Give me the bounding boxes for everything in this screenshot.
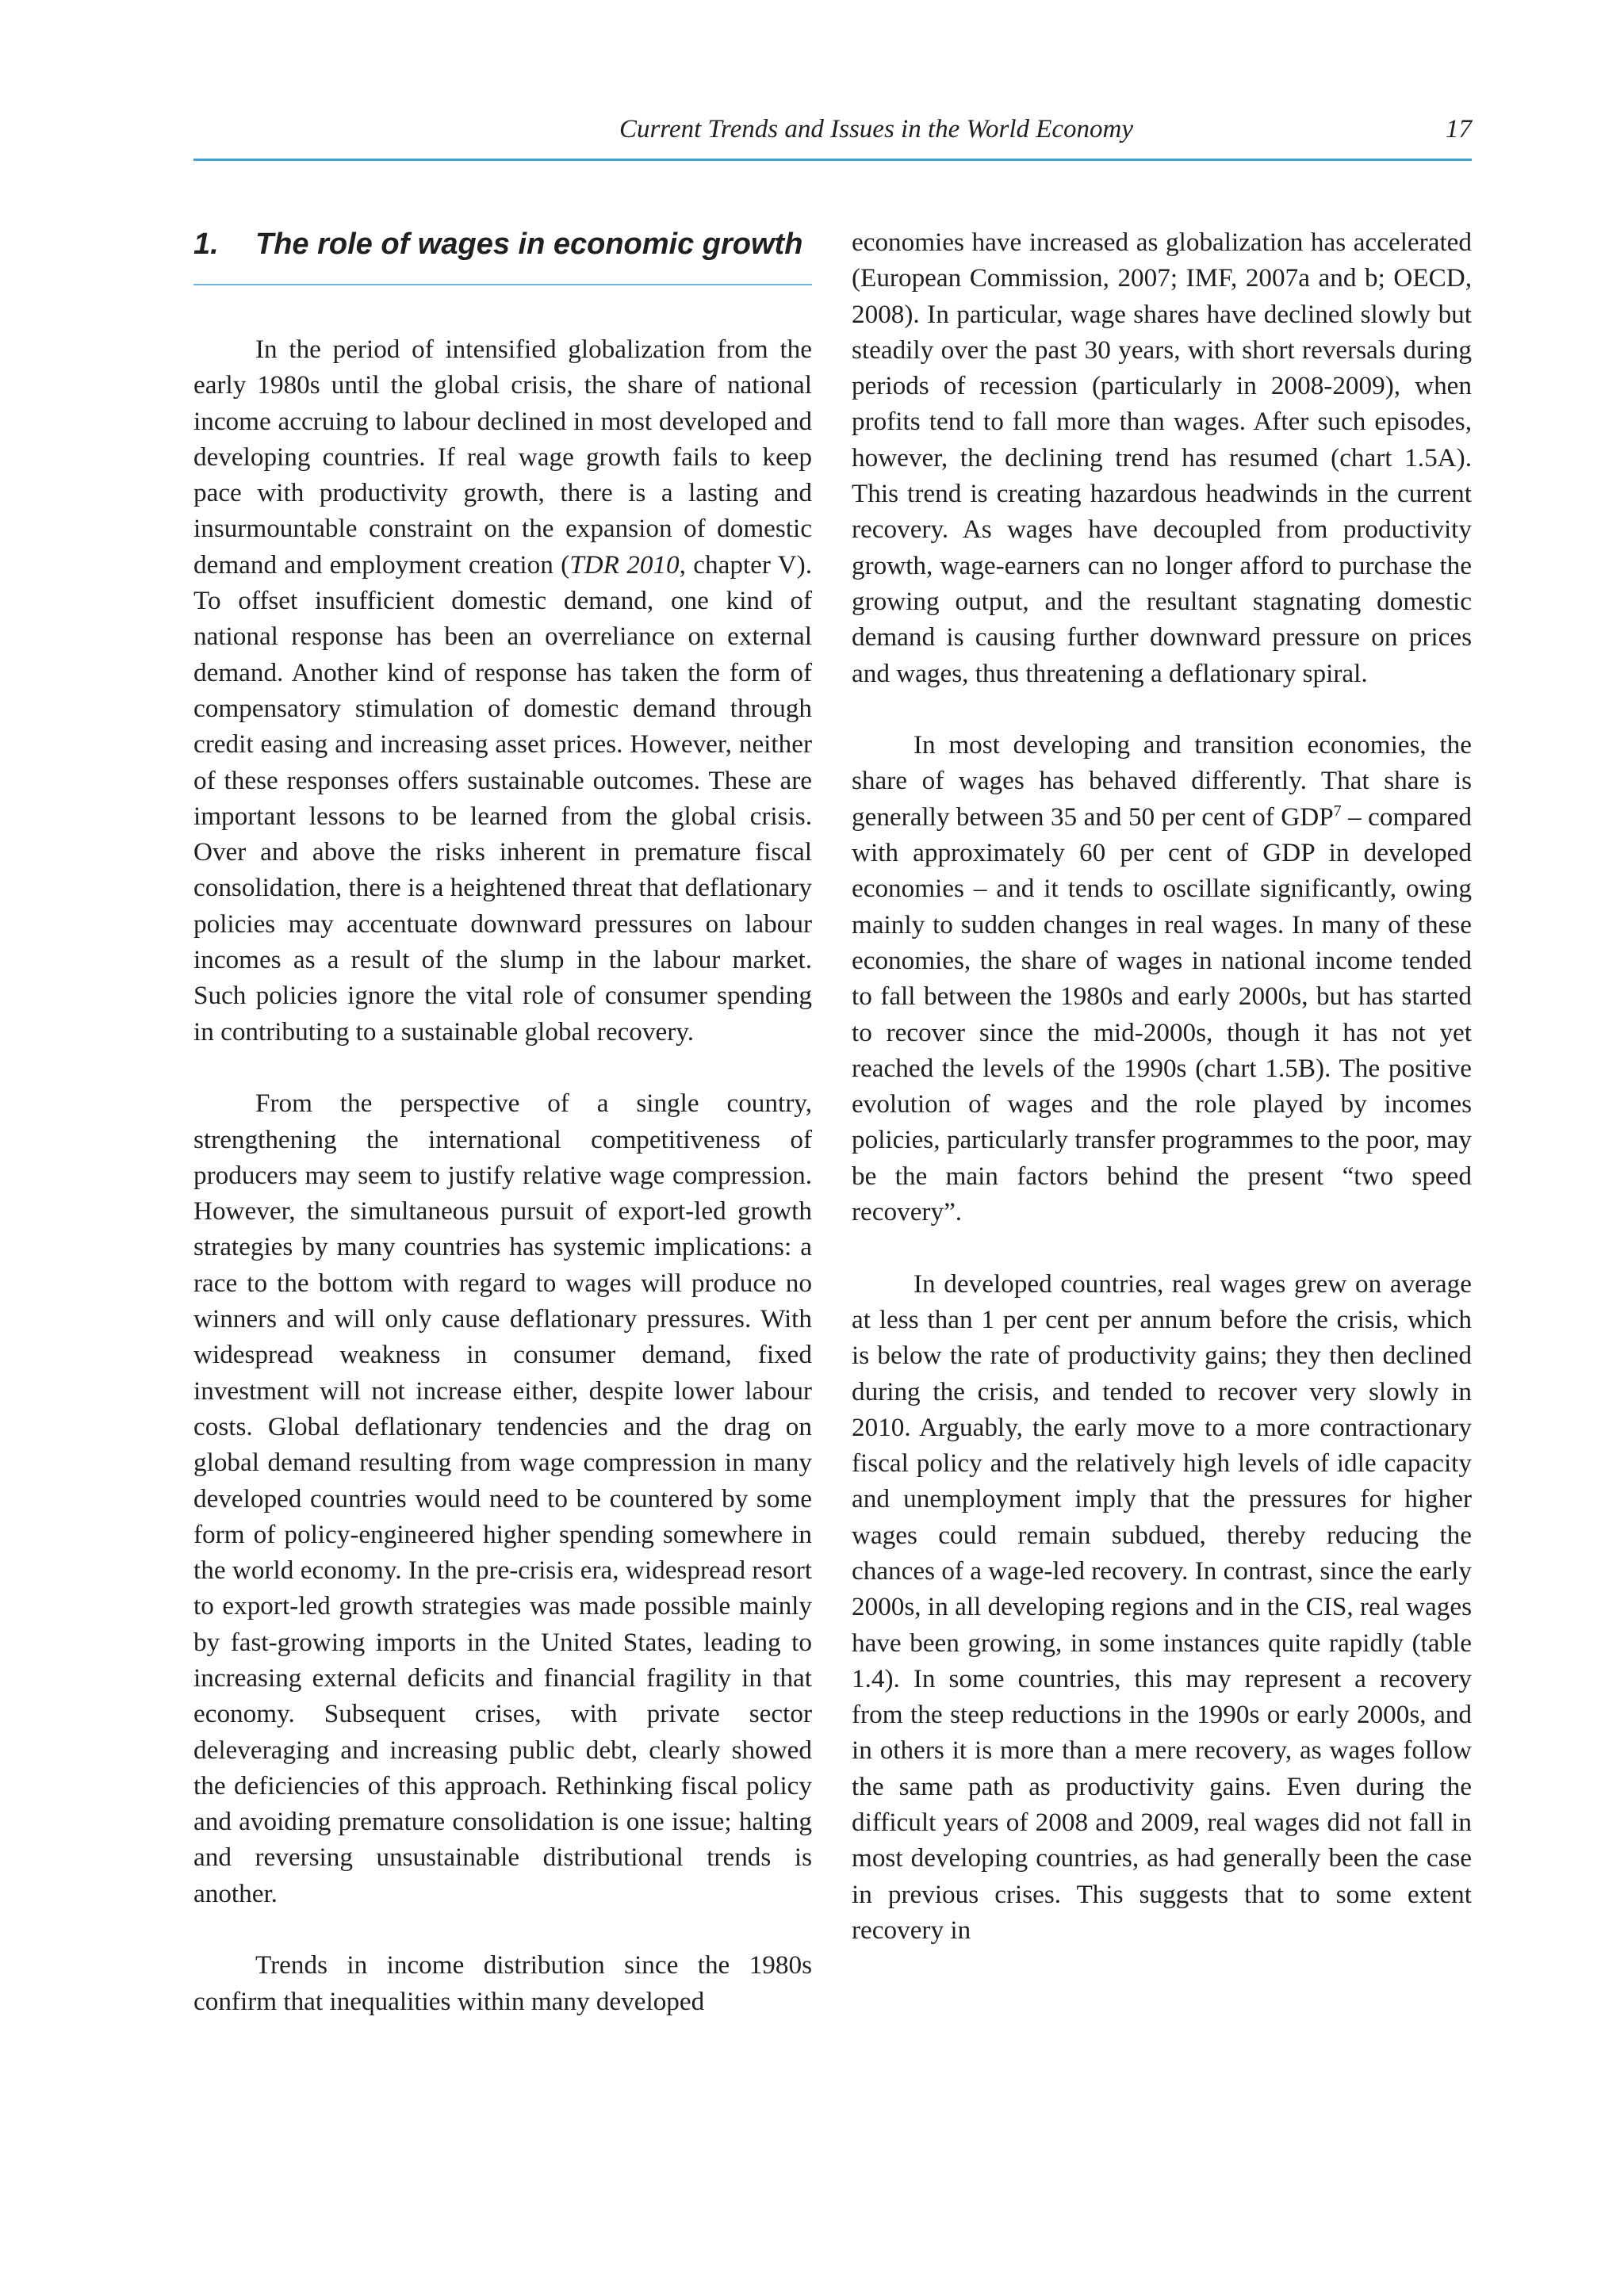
paragraph: From the perspective of a single country, strengthening the international competitiveness of producers may seem to justify relative wage compression. However, the simultaneous pursuit of export-led growth strategies by many countries has systemic implications: a race to the bottom with regard to wages will produce no winners and will only cause deflationary pressures. With widespread weakness in consumer demand, fixed investment will not increase either, despite lower labour costs. Global deflationary tendencies and the drag on global demand resulting from wage compression in many developed countries would need to be countered by some form of policy-engineered higher spending somewhere in the world economy. In the pre-crisis era, widespread resort to export-led growth strategies was made possible mainly by fast-growing imports in the United States, leading to increasing external deficits and financial fragility in that economy. Subsequent crises, with private sector deleveraging and increasing public debt, clearly showed the deficiencies of this approach. Rethinking fiscal policy and avoiding premature consolidation is one issue; halting and reversing unsustainable distributional trends is another. xyxy=(193,1089,812,1908)
paragraph: Trends in income distribution since the 1980s confirm that inequalities within many developed xyxy=(193,1950,812,2016)
paragraph-text: , chapter V). To offset insufficient domestic demand, one kind of national response has been an overreliance on external demand. Another kind of response has taken the form of compensatory stimulation of domestic demand through credit easing and increasing asset prices. However, neither of these responses offers sustainable outcomes. These are important lessons to be learned from the global crisis. Over and above the risks inherent in premature fiscal consolidation, there is a heightened threat that deflationary policies may accentuate downward pressures on labour incomes as a result of the slump in the labour market. Such policies ignore the vital role of consumer spending in contributing to a sustainable global recovery. xyxy=(193,549,812,1047)
section-rule xyxy=(193,284,812,285)
page-number: 17 xyxy=(1446,115,1472,144)
header-rule xyxy=(193,159,1472,161)
left-column xyxy=(193,331,812,2019)
section-number: 1. xyxy=(193,228,219,261)
section-title: The role of wages in economic growth xyxy=(255,228,803,261)
paragraph-text: In most developing and transition economies, the share of wages has behaved differently. That share is generally between 35 and 50 per cent of GDP xyxy=(852,730,1472,832)
paragraph-text: In the period of intensified globalization from the early 1980s until the global crisis, the share of national income accruing to labour declined in most developed and developing countries. If real wage growth fails to keep pace with productivity growth, there is a lasting and insurmountable constraint on the expansion of domestic demand and employment creation ( xyxy=(193,335,812,580)
paragraph xyxy=(852,727,1472,1230)
section-heading xyxy=(193,224,812,264)
paragraph: economies have increased as globalization has accelerated (European Commission, 2007; IMF, 2007a and b; OECD, 2008). In particular, wage shares have declined slowly but steadily over the past 30 years, with short reversals during periods of recession (particularly in 2008-2009), when profits tend to fall more than wages. After such episodes, however, the declining trend has resumed (chart 1.5A). This trend is creating hazardous headwinds in the current recovery. As wages have decoupled from productivity growth, wage-earners can no longer afford to purchase the growing output, and the resultant stagnating domestic demand is causing further downward pressure on prices and wages, thus threatening a deflationary spiral. xyxy=(852,228,1472,688)
footnote-marker[interactable]: 7 xyxy=(1333,802,1342,820)
running-header xyxy=(193,113,1472,145)
paragraph-text: – compared with approximately 60 per cent of GDP in developed economies – and it tends to oscillate significantly, owing mainly to sudden changes in real wages. In many of these economies, the share of wages in national income tended to fall between the 1980s and early 2000s, but has started to recover since the mid-2000s, though it has not yet reached the levels of the 1990s (chart 1.5B). The positive evolution of wages and the role played by incomes policies, particularly transfer programmes to the poor, may be the main factors behind the present “two speed recovery”. xyxy=(852,802,1472,1227)
right-column xyxy=(852,224,1472,1948)
italic-citation: TDR 2010 xyxy=(569,549,680,580)
paragraph xyxy=(193,331,812,1050)
paragraph: In developed countries, real wages grew on average at less than 1 per cent per annum before the crisis, which is below the rate of productivity gains; they then declined during the crisis, and tended to recover very slowly in 2010. Arguably, the early move to a more contractionary fiscal policy and the relatively high levels of idle capacity and unemployment imply that the pressures for higher wages could remain subdued, thereby reducing the chances of a wage-led recovery. In contrast, since the early 2000s, in all developing regions and in the CIS, real wages have been growing, in some instances quite rapidly (table 1.4). In some countries, this may represent a recovery from the steep reductions in the 1990s or early 2000s, and in others it is more than a mere recovery, as wages follow the same path as productivity gains. Even during the difficult years of 2008 and 2009, real wages did not fall in most developing countries, as had generally been the case in previous crises. This suggests that to some extent recovery in xyxy=(852,1269,1472,1945)
running-title: Current Trends and Issues in the World Economy xyxy=(619,115,1134,144)
